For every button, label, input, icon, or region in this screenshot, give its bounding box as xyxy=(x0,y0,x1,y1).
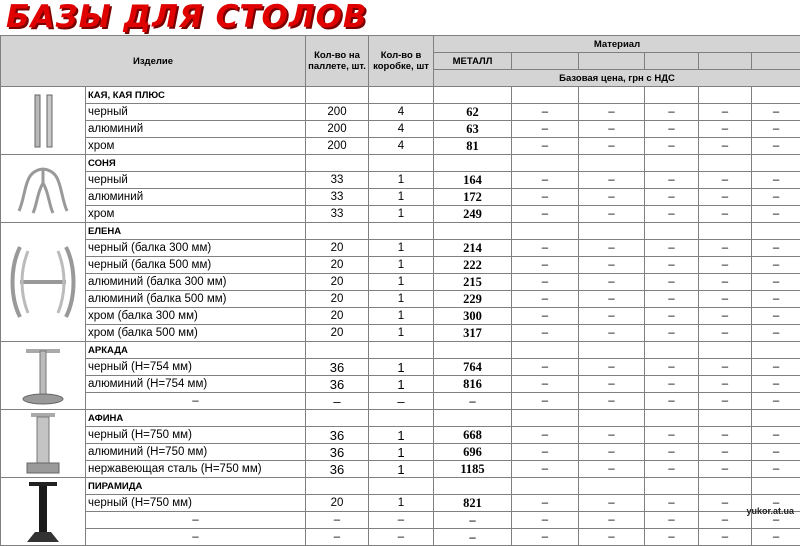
header-blank xyxy=(512,53,579,70)
box-qty: 1 xyxy=(369,376,434,393)
price-dash: – xyxy=(579,257,645,274)
price-dash: – xyxy=(579,172,645,189)
empty-cell xyxy=(434,223,512,240)
price-dash: – xyxy=(579,376,645,393)
metal-price: 821 xyxy=(434,495,512,512)
table-row xyxy=(1,121,800,138)
empty-cell xyxy=(512,410,579,427)
empty-cell xyxy=(434,478,512,495)
box-qty: – xyxy=(369,393,434,410)
box-qty: 1 xyxy=(369,444,434,461)
empty-cell xyxy=(699,478,752,495)
empty-cell xyxy=(306,223,369,240)
empty-cell xyxy=(306,342,369,359)
empty-cell xyxy=(699,342,752,359)
price-dash: – xyxy=(752,240,800,257)
price-dash: – xyxy=(579,274,645,291)
pyramid-base-icon xyxy=(1,480,85,544)
bar-leg-base-icon xyxy=(1,237,85,327)
price-dash: – xyxy=(699,206,752,223)
pallet-qty: 20 xyxy=(306,325,369,342)
box-qty: 1 xyxy=(369,257,434,274)
table-row xyxy=(1,138,800,155)
box-qty: – xyxy=(369,512,434,529)
empty-cell xyxy=(579,87,645,104)
empty-cell xyxy=(306,87,369,104)
empty-cell xyxy=(579,155,645,172)
pallet-qty: 20 xyxy=(306,240,369,257)
price-dash: – xyxy=(579,529,645,546)
box-qty: 1 xyxy=(369,291,434,308)
empty-cell xyxy=(369,155,434,172)
table-row xyxy=(1,461,800,478)
price-dash: – xyxy=(699,172,752,189)
price-dash: – xyxy=(699,274,752,291)
pallet-qty: 200 xyxy=(306,138,369,155)
price-dash: – xyxy=(645,291,699,308)
price-dash: – xyxy=(699,121,752,138)
price-dash: – xyxy=(512,189,579,206)
pallet-qty: 20 xyxy=(306,274,369,291)
empty-cell xyxy=(306,478,369,495)
price-dash: – xyxy=(645,461,699,478)
pallet-qty: 200 xyxy=(306,104,369,121)
price-dash: – xyxy=(512,257,579,274)
metal-price: 317 xyxy=(434,325,512,342)
header-blank xyxy=(699,53,752,70)
table-row xyxy=(1,257,800,274)
empty-cell xyxy=(369,410,434,427)
group-name: СОНЯ xyxy=(86,155,306,172)
box-qty: 1 xyxy=(369,461,434,478)
table-row xyxy=(1,308,800,325)
price-dash: – xyxy=(512,206,579,223)
empty-cell xyxy=(752,478,800,495)
price-dash: – xyxy=(752,512,800,529)
product-image xyxy=(1,410,86,478)
empty-cell xyxy=(752,155,800,172)
empty-cell xyxy=(645,155,699,172)
item-name: черный (H=750 мм) xyxy=(86,495,306,512)
round-pedestal-base-icon xyxy=(1,345,85,407)
price-dash: – xyxy=(645,359,699,376)
price-dash: – xyxy=(579,359,645,376)
table-row xyxy=(1,512,800,529)
price-dash: – xyxy=(512,393,579,410)
group-name: ПИРАМИДА xyxy=(86,478,306,495)
box-qty: 1 xyxy=(369,206,434,223)
price-dash: – xyxy=(512,172,579,189)
price-dash: – xyxy=(579,104,645,121)
price-dash: – xyxy=(699,359,752,376)
item-name: черный (балка 300 мм) xyxy=(86,240,306,257)
price-dash: – xyxy=(579,138,645,155)
price-dash: – xyxy=(579,291,645,308)
empty-cell xyxy=(752,223,800,240)
empty-cell xyxy=(434,155,512,172)
group-name: КАЯ, КАЯ ПЛЮС xyxy=(86,87,306,104)
empty-cell xyxy=(579,478,645,495)
empty-cell xyxy=(512,155,579,172)
empty-cell xyxy=(434,342,512,359)
box-qty: – xyxy=(369,529,434,546)
pallet-qty: 36 xyxy=(306,427,369,444)
metal-price: 63 xyxy=(434,121,512,138)
metal-price: 164 xyxy=(434,172,512,189)
empty-cell xyxy=(306,155,369,172)
pallet-qty: – xyxy=(306,529,369,546)
empty-cell xyxy=(645,478,699,495)
price-dash: – xyxy=(699,104,752,121)
price-dash: – xyxy=(645,427,699,444)
item-name: хром xyxy=(86,138,306,155)
box-qty: 1 xyxy=(369,325,434,342)
header-box: Кол-во в коробке, шт xyxy=(369,36,434,87)
pallet-qty: 33 xyxy=(306,172,369,189)
square-column-base-icon xyxy=(1,411,85,477)
pallet-qty: 36 xyxy=(306,461,369,478)
price-dash: – xyxy=(512,274,579,291)
table-row xyxy=(1,495,800,512)
metal-price: 249 xyxy=(434,206,512,223)
item-name: черный xyxy=(86,104,306,121)
price-dash: – xyxy=(512,138,579,155)
price-dash: – xyxy=(752,529,800,546)
page-title: БАЗЫ ДЛЯ СТОЛОВ xyxy=(6,0,368,34)
empty-cell xyxy=(752,87,800,104)
price-dash: – xyxy=(645,376,699,393)
table-row xyxy=(1,393,800,410)
price-dash: – xyxy=(699,240,752,257)
table-row xyxy=(1,206,800,223)
empty-cell xyxy=(699,410,752,427)
price-dash: – xyxy=(699,325,752,342)
group-row xyxy=(1,410,800,427)
table-row xyxy=(1,359,800,376)
box-qty: 4 xyxy=(369,121,434,138)
empty-cell xyxy=(512,478,579,495)
price-dash: – xyxy=(699,189,752,206)
metal-price: 215 xyxy=(434,274,512,291)
table-row xyxy=(1,291,800,308)
empty-cell xyxy=(434,87,512,104)
price-dash: – xyxy=(752,308,800,325)
group-name: АФИНА xyxy=(86,410,306,427)
price-dash: – xyxy=(579,512,645,529)
pallet-qty: 200 xyxy=(306,121,369,138)
empty-cell xyxy=(434,410,512,427)
item-name: алюминий (H=750 мм) xyxy=(86,444,306,461)
price-dash: – xyxy=(579,495,645,512)
price-dash: – xyxy=(645,512,699,529)
metal-price: 816 xyxy=(434,376,512,393)
box-qty: 1 xyxy=(369,359,434,376)
box-qty: 1 xyxy=(369,240,434,257)
empty-cell xyxy=(752,410,800,427)
price-dash: – xyxy=(512,104,579,121)
item-name: черный (H=754 мм) xyxy=(86,359,306,376)
price-dash: – xyxy=(699,512,752,529)
item-name: нержавеющая сталь (H=750 мм) xyxy=(86,461,306,478)
empty-cell xyxy=(645,87,699,104)
item-name: – xyxy=(86,512,306,529)
price-dash: – xyxy=(512,325,579,342)
metal-price: – xyxy=(434,393,512,410)
item-name: хром (балка 500 мм) xyxy=(86,325,306,342)
group-name: ЕЛЕНА xyxy=(86,223,306,240)
empty-cell xyxy=(752,342,800,359)
metal-price: 300 xyxy=(434,308,512,325)
product-image xyxy=(1,342,86,410)
pallet-qty: 36 xyxy=(306,376,369,393)
metal-price: 696 xyxy=(434,444,512,461)
metal-price: 668 xyxy=(434,427,512,444)
price-dash: – xyxy=(699,138,752,155)
price-dash: – xyxy=(752,138,800,155)
price-dash: – xyxy=(512,529,579,546)
group-row xyxy=(1,478,800,495)
metal-price: 1185 xyxy=(434,461,512,478)
pallet-qty: – xyxy=(306,512,369,529)
price-dash: – xyxy=(752,427,800,444)
group-row xyxy=(1,87,800,104)
table-row xyxy=(1,529,800,546)
pallet-qty: 20 xyxy=(306,257,369,274)
metal-price: 764 xyxy=(434,359,512,376)
empty-cell xyxy=(699,223,752,240)
box-qty: 4 xyxy=(369,138,434,155)
price-dash: – xyxy=(699,308,752,325)
box-qty: 1 xyxy=(369,427,434,444)
price-dash: – xyxy=(699,427,752,444)
price-dash: – xyxy=(579,240,645,257)
price-dash: – xyxy=(645,138,699,155)
price-dash: – xyxy=(752,359,800,376)
price-dash: – xyxy=(645,206,699,223)
item-name: алюминий (балка 300 мм) xyxy=(86,274,306,291)
group-row xyxy=(1,342,800,359)
product-image xyxy=(1,87,86,155)
price-dash: – xyxy=(512,512,579,529)
metal-price: 214 xyxy=(434,240,512,257)
price-dash: – xyxy=(512,495,579,512)
metal-price: 222 xyxy=(434,257,512,274)
table-row xyxy=(1,172,800,189)
price-dash: – xyxy=(645,495,699,512)
pallet-qty: 33 xyxy=(306,189,369,206)
price-dash: – xyxy=(512,291,579,308)
box-qty: 1 xyxy=(369,189,434,206)
price-dash: – xyxy=(699,376,752,393)
price-table xyxy=(0,35,800,546)
price-dash: – xyxy=(512,359,579,376)
price-dash: – xyxy=(645,393,699,410)
price-dash: – xyxy=(512,121,579,138)
item-name: черный xyxy=(86,172,306,189)
header-blank xyxy=(752,53,800,70)
price-dash: – xyxy=(512,427,579,444)
empty-cell xyxy=(512,342,579,359)
price-dash: – xyxy=(752,444,800,461)
table-row xyxy=(1,444,800,461)
price-dash: – xyxy=(579,206,645,223)
price-dash: – xyxy=(579,308,645,325)
price-dash: – xyxy=(645,529,699,546)
price-dash: – xyxy=(752,257,800,274)
metal-price: 62 xyxy=(434,104,512,121)
header-metal: МЕТАЛЛ xyxy=(434,53,512,70)
price-dash: – xyxy=(699,393,752,410)
product-image xyxy=(1,155,86,223)
price-dash: – xyxy=(579,444,645,461)
price-dash: – xyxy=(645,257,699,274)
price-dash: – xyxy=(645,325,699,342)
price-dash: – xyxy=(645,274,699,291)
header-item: Изделие xyxy=(1,36,306,87)
price-dash: – xyxy=(752,274,800,291)
table-row xyxy=(1,274,800,291)
straight-leg-base-icon xyxy=(1,93,85,149)
box-qty: 1 xyxy=(369,495,434,512)
empty-cell xyxy=(306,410,369,427)
price-dash: – xyxy=(645,444,699,461)
item-name: алюминий (H=754 мм) xyxy=(86,376,306,393)
group-row xyxy=(1,223,800,240)
pallet-qty: 20 xyxy=(306,308,369,325)
watermark: yukor.at.ua xyxy=(746,506,794,516)
box-qty: 1 xyxy=(369,274,434,291)
price-dash: – xyxy=(512,376,579,393)
empty-cell xyxy=(699,87,752,104)
table-row xyxy=(1,189,800,206)
pallet-qty: 36 xyxy=(306,444,369,461)
price-dash: – xyxy=(752,325,800,342)
price-dash: – xyxy=(579,393,645,410)
group-name: АРКАДА xyxy=(86,342,306,359)
header-blank xyxy=(645,53,699,70)
price-dash: – xyxy=(699,257,752,274)
price-dash: – xyxy=(512,444,579,461)
item-name: – xyxy=(86,529,306,546)
item-name: хром xyxy=(86,206,306,223)
header-base-price: Базовая цена, грн с НДС xyxy=(434,70,800,87)
empty-cell xyxy=(369,478,434,495)
box-qty: 1 xyxy=(369,172,434,189)
table-row xyxy=(1,427,800,444)
group-row xyxy=(1,155,800,172)
empty-cell xyxy=(512,87,579,104)
metal-price: 172 xyxy=(434,189,512,206)
price-dash: – xyxy=(752,461,800,478)
table-row xyxy=(1,376,800,393)
pallet-qty: 36 xyxy=(306,359,369,376)
empty-cell xyxy=(369,87,434,104)
box-qty: 1 xyxy=(369,308,434,325)
header-pallet: Кол-во на паллете, шт. xyxy=(306,36,369,87)
price-dash: – xyxy=(699,529,752,546)
price-dash: – xyxy=(699,495,752,512)
price-dash: – xyxy=(579,189,645,206)
empty-cell xyxy=(579,410,645,427)
price-dash: – xyxy=(645,308,699,325)
empty-cell xyxy=(369,223,434,240)
item-name: черный (H=750 мм) xyxy=(86,427,306,444)
price-dash: – xyxy=(579,427,645,444)
pallet-qty: – xyxy=(306,393,369,410)
empty-cell xyxy=(645,342,699,359)
metal-price: 229 xyxy=(434,291,512,308)
pallet-qty: 20 xyxy=(306,495,369,512)
price-dash: – xyxy=(752,376,800,393)
price-dash: – xyxy=(752,291,800,308)
price-dash: – xyxy=(752,189,800,206)
price-dash: – xyxy=(699,291,752,308)
item-name: алюминий xyxy=(86,189,306,206)
table-row xyxy=(1,240,800,257)
empty-cell xyxy=(699,155,752,172)
header-material: Материал xyxy=(434,36,800,53)
pallet-qty: 33 xyxy=(306,206,369,223)
price-dash: – xyxy=(699,444,752,461)
item-name: алюминий xyxy=(86,121,306,138)
price-dash: – xyxy=(645,189,699,206)
price-dash: – xyxy=(752,495,800,512)
item-name: – xyxy=(86,393,306,410)
empty-cell xyxy=(512,223,579,240)
price-dash: – xyxy=(752,393,800,410)
empty-cell xyxy=(645,410,699,427)
empty-cell xyxy=(645,223,699,240)
item-name: черный (балка 500 мм) xyxy=(86,257,306,274)
price-dash: – xyxy=(512,461,579,478)
empty-cell xyxy=(369,342,434,359)
metal-price: – xyxy=(434,529,512,546)
price-dash: – xyxy=(645,121,699,138)
price-dash: – xyxy=(579,461,645,478)
empty-cell xyxy=(579,223,645,240)
metal-price: 81 xyxy=(434,138,512,155)
item-name: алюминий (балка 500 мм) xyxy=(86,291,306,308)
pallet-qty: 20 xyxy=(306,291,369,308)
header-blank xyxy=(579,53,645,70)
price-dash: – xyxy=(512,240,579,257)
price-dash: – xyxy=(752,121,800,138)
price-dash: – xyxy=(699,461,752,478)
box-qty: 4 xyxy=(369,104,434,121)
price-dash: – xyxy=(645,172,699,189)
product-image xyxy=(1,223,86,342)
empty-cell xyxy=(579,342,645,359)
price-dash: – xyxy=(752,206,800,223)
price-dash: – xyxy=(645,240,699,257)
price-dash: – xyxy=(579,325,645,342)
curved-leg-base-icon xyxy=(1,163,85,215)
table-row xyxy=(1,325,800,342)
price-dash: – xyxy=(752,104,800,121)
price-dash: – xyxy=(579,121,645,138)
item-name: хром (балка 300 мм) xyxy=(86,308,306,325)
price-dash: – xyxy=(645,104,699,121)
price-dash: – xyxy=(752,172,800,189)
price-dash: – xyxy=(512,308,579,325)
product-image xyxy=(1,478,86,546)
metal-price: – xyxy=(434,512,512,529)
table-row xyxy=(1,104,800,121)
